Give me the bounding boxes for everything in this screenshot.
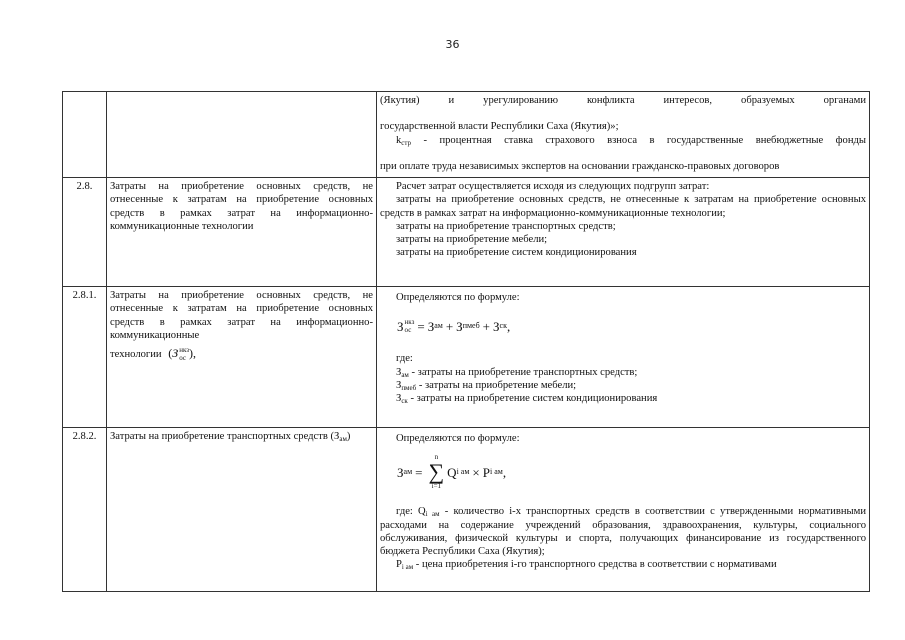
text-line: Определяются по формуле: <box>396 433 520 445</box>
sum-symbol: n ∑ i=1 <box>428 453 445 491</box>
row-name-text: Затраты на приобретение основных средств, не отнесенные к затратам на приобретение основных средств в рамках затрат на информационно-коммуникационные <box>110 290 373 341</box>
definition-line: $З_{ск}$ - затраты на приобретение систем кондиционирования <box>396 393 658 406</box>
list-item: затраты на приобретение транспортных средств; <box>396 220 616 232</box>
text-line: Определяются по формуле: <box>396 292 520 304</box>
list-item: затраты на приобретение основных средств, не отнесенные к затратам на приобретение основных средств в рамках затрат на информационно-коммуникационные технологии; <box>380 194 866 219</box>
row-description <box>377 92 870 178</box>
definition-p: $P_{i ам}$ - цена приобретения i-го транспортного средства в соответствии с нормативами <box>396 559 777 572</box>
table-row <box>63 92 870 178</box>
text-line: где: <box>396 353 413 365</box>
cost-table <box>62 91 870 592</box>
row-number <box>63 92 107 178</box>
row-name <box>107 287 377 428</box>
row-number: 2.8. <box>63 178 107 287</box>
row-description <box>377 287 870 428</box>
definition-line: $З_{пмеб}$ - затраты на приобретение мебели; <box>396 379 577 392</box>
text-line: (Якутия) и урегулированию конфликта интересов, образуемых органами <box>380 95 866 106</box>
table-row <box>63 428 870 592</box>
row-name: Затраты на приобретение транспортных средств $(З_{ам})$ <box>107 428 377 592</box>
row-number: 2.8.1. <box>63 287 107 428</box>
symbol-inline: (З нкз ос ), <box>168 345 197 363</box>
page-number: 36 <box>445 38 460 51</box>
definition-line: $З_{ам}$ - затраты на приобретение транспортных средств; <box>396 366 638 379</box>
row-name-last: технологии (З нкз ос ), <box>110 345 197 363</box>
row-description <box>377 428 870 592</box>
list-item: затраты на приобретение мебели; <box>396 234 548 246</box>
row-description <box>377 178 870 287</box>
definition-q: где: $Q_{i ам}$ - количество i-х транспортных средств в соответствии с утвержденными нормативными расходами на содержание учреждений образования, здравоохранения, культуры, социального обслуживания, физической культуры и спорта, получающих финансирование из государственного бюджета Республики Саха (Якутия); <box>380 506 866 558</box>
text-line: государственной власти Республики Саха (Якутия)»; <box>380 121 619 133</box>
row-name <box>107 92 377 178</box>
table-row <box>63 287 870 428</box>
text-line: при оплате труда независимых экспертов на основании гражданско-правовых договоров <box>380 161 780 173</box>
row-name: Затраты на приобретение основных средств, не отнесенные к затратам на приобретение основных средств в рамках затрат на информационно-коммуникационные технологии <box>107 178 377 287</box>
row-number: 2.8.2. <box>63 428 107 592</box>
formula: З ам = n ∑ i=1 Q i ам × P i ам , <box>397 453 507 491</box>
formula: З нкз ос = З ам + З пмеб + З ск , <box>397 318 511 335</box>
definition-k: $k_{стр}$ - процентная ставка страхового взноса в государственные внебюджетные фонды <box>396 134 866 147</box>
table-row <box>63 178 870 287</box>
list-item: затраты на приобретение систем кондиционирования <box>396 247 637 259</box>
text-line: Расчет затрат осуществляется исходя из следующих подгрупп затрат: <box>396 181 710 193</box>
